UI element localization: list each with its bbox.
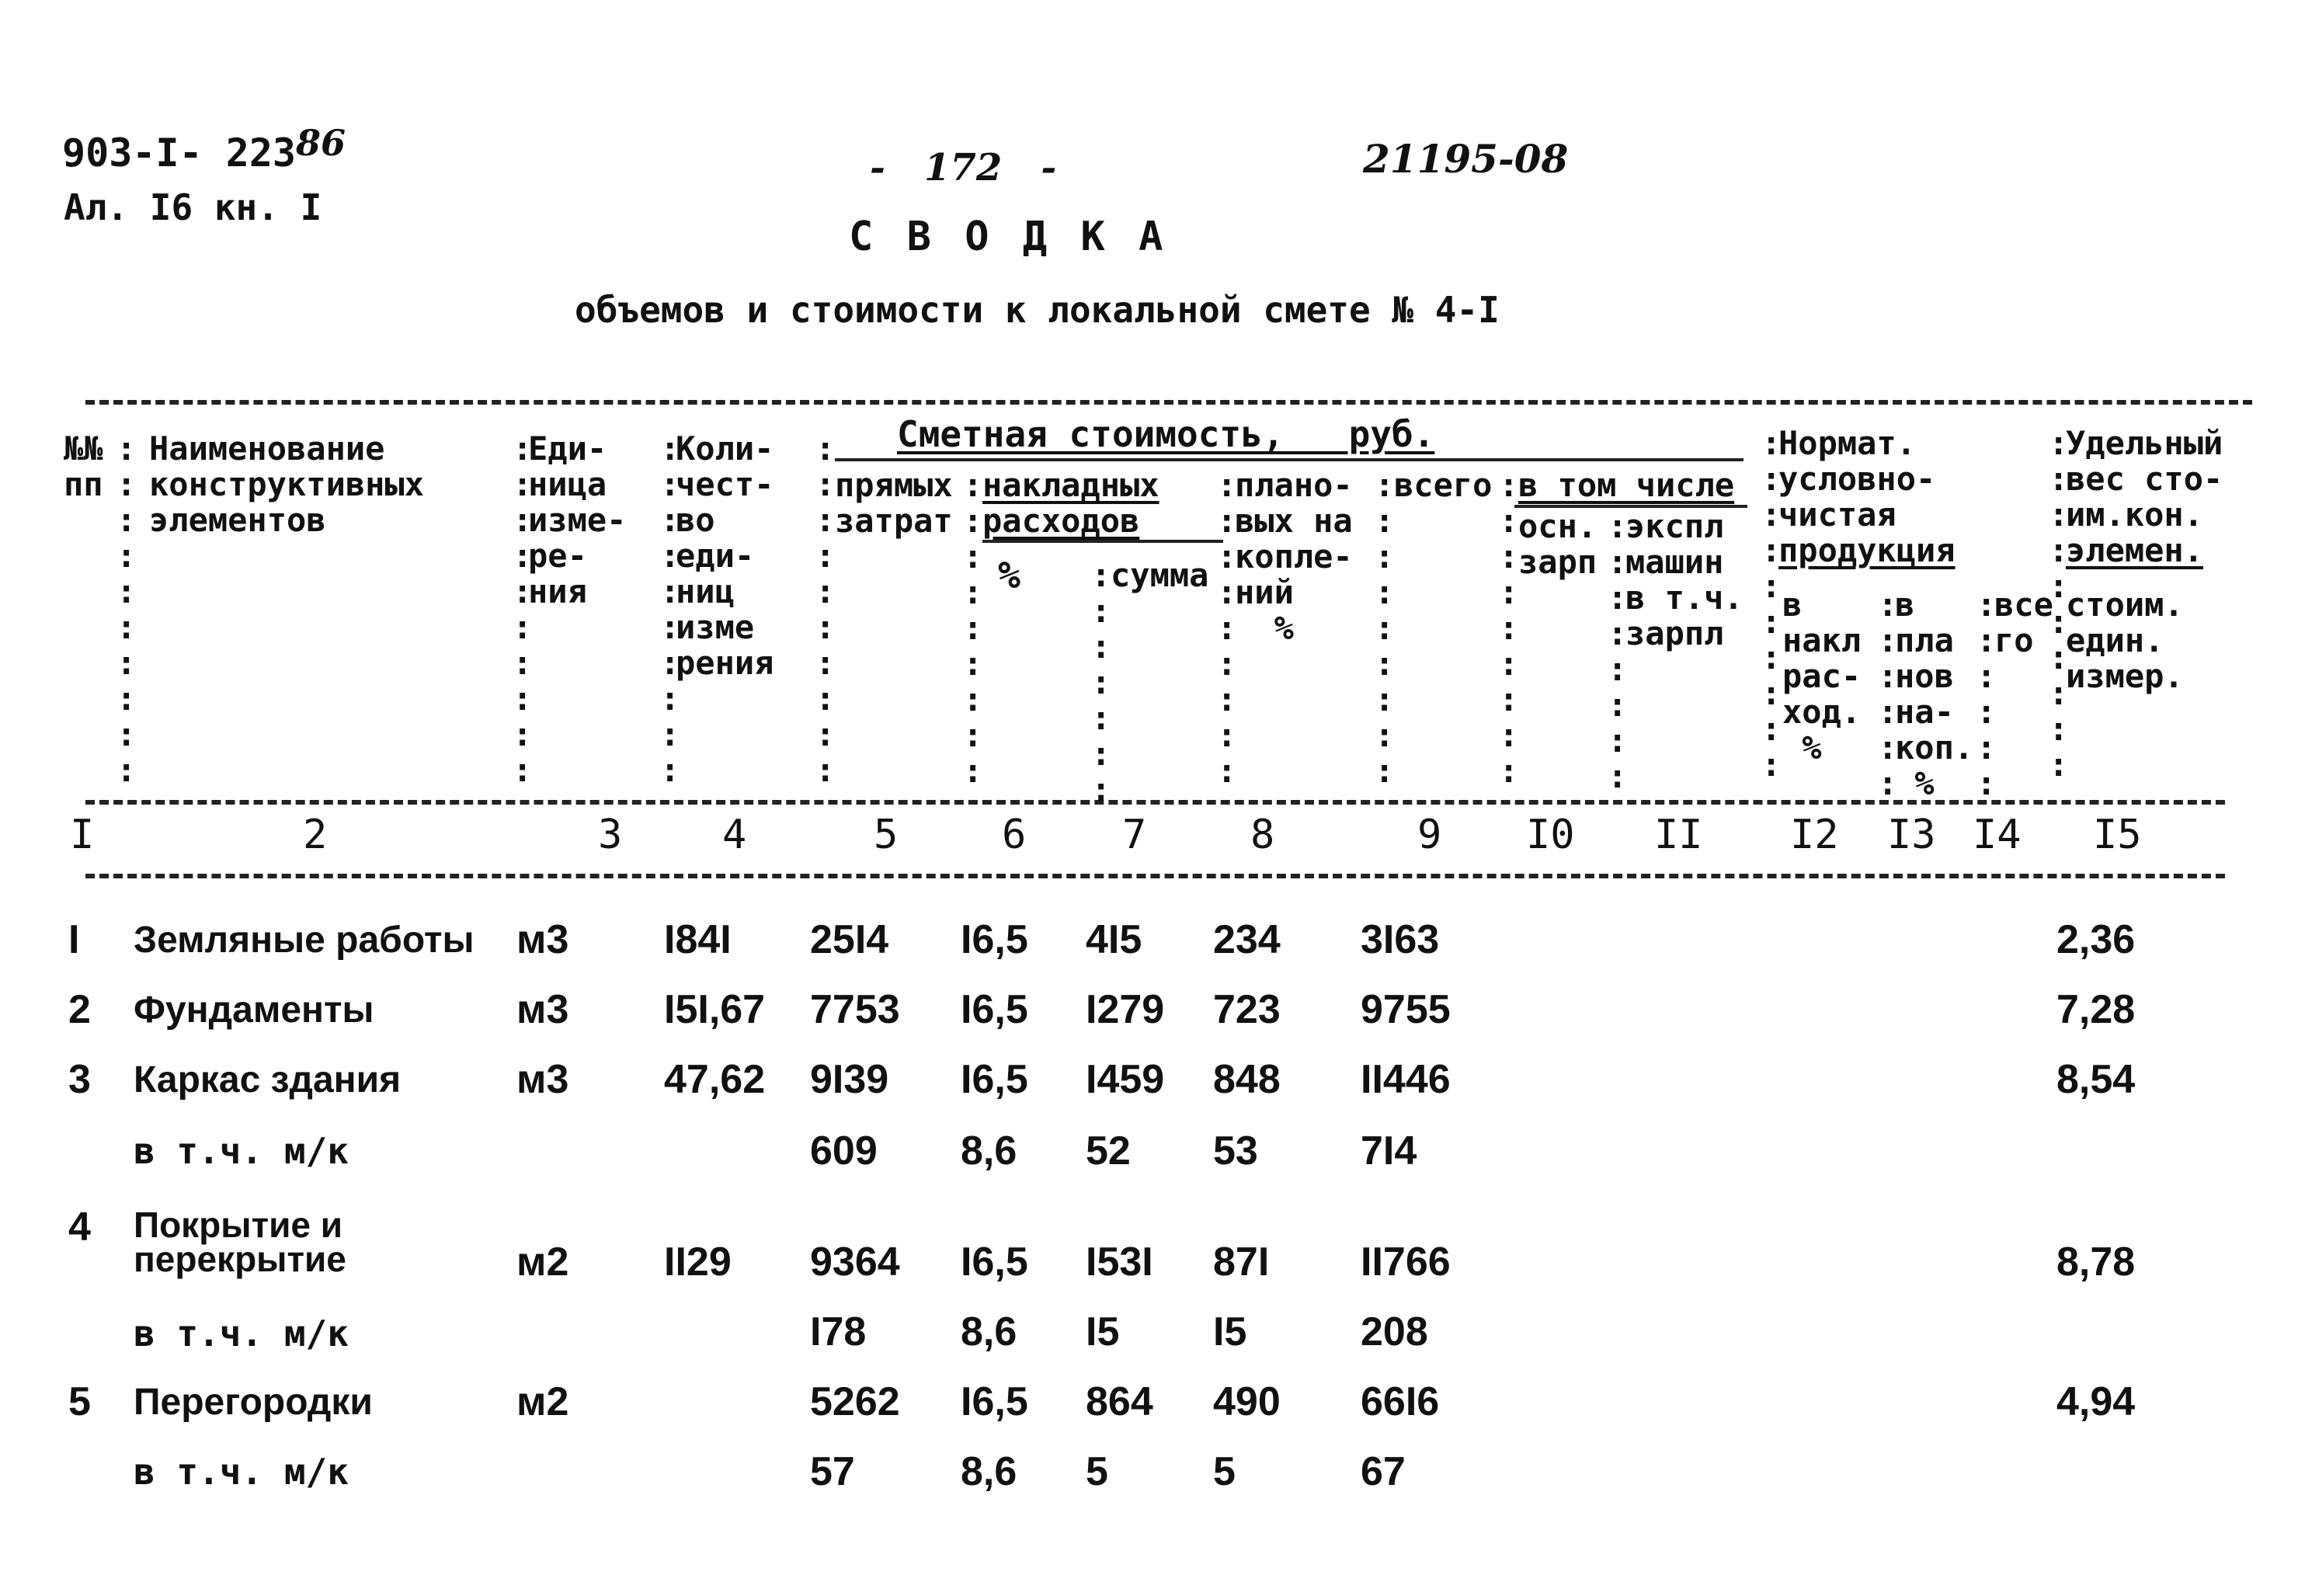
row-weight: 4,94 (2056, 1379, 2136, 1424)
header-separator: : : : : : : : : : (1375, 466, 1395, 790)
row-overhead-pct: I6,5 (961, 1057, 1028, 1102)
col-number-14: I4 (1973, 812, 2022, 858)
row-plan: 723 (1213, 987, 1281, 1032)
row-name: Фундаменты (134, 989, 374, 1031)
doc-code (62, 122, 346, 176)
row-name: в т.ч. м/к (134, 1313, 349, 1354)
row-overhead-pct: I6,5 (961, 1240, 1028, 1285)
header-group-weight-elem: элемен. (2066, 531, 2204, 569)
row-plan: I5 (1213, 1309, 1247, 1354)
header-col-6: % (998, 554, 1020, 597)
col-number-8: 8 (1250, 812, 1275, 858)
row-number: 3 (68, 1057, 91, 1102)
row-weight: 7,28 (2056, 987, 2136, 1032)
col-number-9: 9 (1417, 812, 1442, 858)
col-number-3: 3 (598, 812, 623, 858)
row-total: 67 (1361, 1449, 1406, 1494)
header-overhead-line (982, 540, 1223, 543)
row-plan: 87I (1213, 1240, 1270, 1285)
row-plan: 848 (1213, 1057, 1281, 1102)
header-separator: : : : : : : : : : : (1761, 424, 1782, 784)
header-col-1: №№ пп (64, 429, 103, 503)
row-total: 3I63 (1361, 917, 1440, 962)
header-separator: : : : : : : : : : : (2049, 424, 2069, 784)
header-group-overhead: накладных расходов (982, 466, 1159, 540)
row-overhead-pct: I6,5 (961, 987, 1028, 1032)
row-qty: II29 (664, 1240, 732, 1285)
row-name: Покрытие и перекрытие (134, 1205, 346, 1279)
col-number-4: 4 (722, 812, 747, 858)
row-qty: I84I (664, 917, 732, 962)
header-group-weight: Удельный вес сто- им.кон. (2066, 424, 2223, 534)
header-col-9: всего (1394, 466, 1493, 504)
header-separator: : : : : : : : : : (963, 466, 983, 790)
row-plan: 5 (1213, 1449, 1236, 1494)
header-separator: : : : : : : : : : (1217, 466, 1237, 790)
header-separator: : : : : : : (1976, 586, 1997, 802)
col-number-10: I0 (1526, 812, 1575, 858)
row-name: Земляные работы (134, 920, 475, 961)
row-direct: 609 (810, 1128, 878, 1174)
row-overhead-sum: 5 (1086, 1449, 1108, 1494)
row-unit: м3 (516, 987, 569, 1032)
row-name: Каркас здания (134, 1059, 402, 1101)
row-direct: 7753 (810, 987, 900, 1032)
row-plan: 490 (1213, 1379, 1281, 1424)
row-weight: 8,54 (2056, 1057, 2136, 1102)
row-direct: 9I39 (810, 1057, 889, 1102)
col-number-7: 7 (1122, 812, 1147, 858)
row-name: в т.ч. м/к (134, 1451, 349, 1493)
row-overhead-pct: 8,6 (961, 1449, 1017, 1494)
row-overhead-sum: I459 (1086, 1057, 1165, 1102)
row-number: 2 (68, 987, 91, 1032)
doc-number: 21195-08 (1363, 136, 1569, 182)
page-number: - 172 - (870, 146, 1057, 190)
header-group-cost-line (835, 458, 1743, 461)
doc-code-suffix: 86 (296, 122, 346, 164)
row-unit: м2 (516, 1379, 569, 1424)
header-col-13: в пла нов на- коп. % (1895, 586, 1974, 802)
header-col-3: Еди- ница изме- ре- ния (528, 429, 627, 610)
row-number: I (68, 917, 80, 962)
header-separator: : : : : : : : : : (1499, 466, 1519, 790)
col-number-5: 5 (874, 812, 899, 858)
row-qty: 47,62 (664, 1057, 766, 1102)
header-separator: : : : : : : : : : : (660, 429, 680, 789)
row-total: II446 (1361, 1057, 1451, 1102)
row-total: 9755 (1361, 987, 1451, 1032)
row-total: 7I4 (1361, 1128, 1417, 1174)
row-total: 66I6 (1361, 1379, 1440, 1424)
row-total: II766 (1361, 1240, 1451, 1285)
row-name: в т.ч. м/к (134, 1130, 349, 1172)
col-number-15: I5 (2093, 812, 2142, 858)
header-col-4: Коли- чест- во еди- ниц изме рения (676, 429, 774, 682)
header-group-norm: Нормат. условно- чистая (1778, 424, 1936, 534)
row-overhead-sum: I279 (1086, 987, 1165, 1032)
col-number-2: 2 (303, 812, 328, 858)
row-overhead-pct: I6,5 (961, 1379, 1028, 1424)
header-separator: : : : : : : (1878, 586, 1898, 802)
row-direct: I78 (810, 1309, 867, 1354)
row-overhead-sum: I53I (1086, 1240, 1153, 1285)
header-col-7: сумма (1111, 556, 1209, 594)
row-number: 5 (68, 1379, 91, 1424)
row-direct: 5262 (810, 1379, 900, 1424)
header-col-12: в накл рас- ход. % (1782, 586, 1862, 767)
header-col-10: осн. зарп (1518, 507, 1597, 581)
header-group-cost: Сметная стоимость, руб. (897, 413, 1435, 455)
row-overhead-pct: I6,5 (961, 917, 1028, 962)
header-col-5: прямых затрат (835, 466, 953, 540)
row-number: 4 (68, 1205, 91, 1250)
row-overhead-pct: 8,6 (961, 1309, 1017, 1354)
row-overhead-sum: 52 (1086, 1128, 1131, 1174)
header-col-8: плано- вых на копле- ний % (1235, 466, 1353, 647)
header-col-14: все го (1994, 586, 2053, 659)
doc-code-main: 903-I- 223 (62, 130, 297, 176)
doc-album: Ал. I6 кн. I (64, 186, 322, 228)
row-unit: м2 (516, 1240, 569, 1285)
row-plan: 234 (1213, 917, 1281, 962)
doc-subtitle: объемов и стоимости к локальной смете № 4-I (575, 289, 1500, 331)
row-overhead-sum: I5 (1086, 1309, 1120, 1354)
colnum-bottom-rule (85, 874, 2225, 878)
row-direct: 25I4 (810, 917, 889, 962)
row-plan: 53 (1213, 1128, 1258, 1174)
col-number-1: I (70, 812, 95, 858)
doc-title: С В О Д К А (849, 214, 1168, 260)
header-separator: : : : : : : : : : : (513, 429, 533, 789)
header-separator: : : : : : : : : : : (116, 429, 137, 789)
row-weight: 8,78 (2056, 1240, 2136, 1285)
row-weight: 2,36 (2056, 917, 2136, 962)
row-unit: м3 (516, 917, 569, 962)
row-overhead-sum: 864 (1086, 1379, 1153, 1424)
header-group-incl: в том числе (1518, 466, 1735, 504)
row-total: 208 (1361, 1309, 1428, 1354)
header-separator: : : : : : : : : (1608, 507, 1628, 795)
row-direct: 9364 (810, 1240, 900, 1285)
header-separator: : : : : : : : (1091, 556, 1111, 808)
col-number-12: I2 (1790, 812, 1839, 858)
col-number-11: II (1654, 812, 1703, 858)
row-direct: 57 (810, 1449, 855, 1494)
table-top-rule (85, 400, 2252, 405)
header-col-2: Наименование конструктивных элементов (149, 429, 425, 539)
row-overhead-sum: 4I5 (1086, 917, 1142, 962)
header-col-15: стоим. един. измер. (2066, 586, 2184, 695)
row-name: Перегородки (134, 1382, 373, 1423)
header-group-norm-product: продукция (1778, 531, 1956, 569)
header-col-11: экспл машин в т.ч. зарпл (1625, 507, 1743, 652)
row-overhead-pct: 8,6 (961, 1128, 1017, 1174)
row-unit: м3 (516, 1057, 569, 1102)
row-qty: I5I,67 (664, 987, 766, 1032)
col-number-13: I3 (1887, 812, 1936, 858)
header-separator: : : : : : : : : : : (815, 429, 836, 789)
col-number-6: 6 (1002, 812, 1027, 858)
